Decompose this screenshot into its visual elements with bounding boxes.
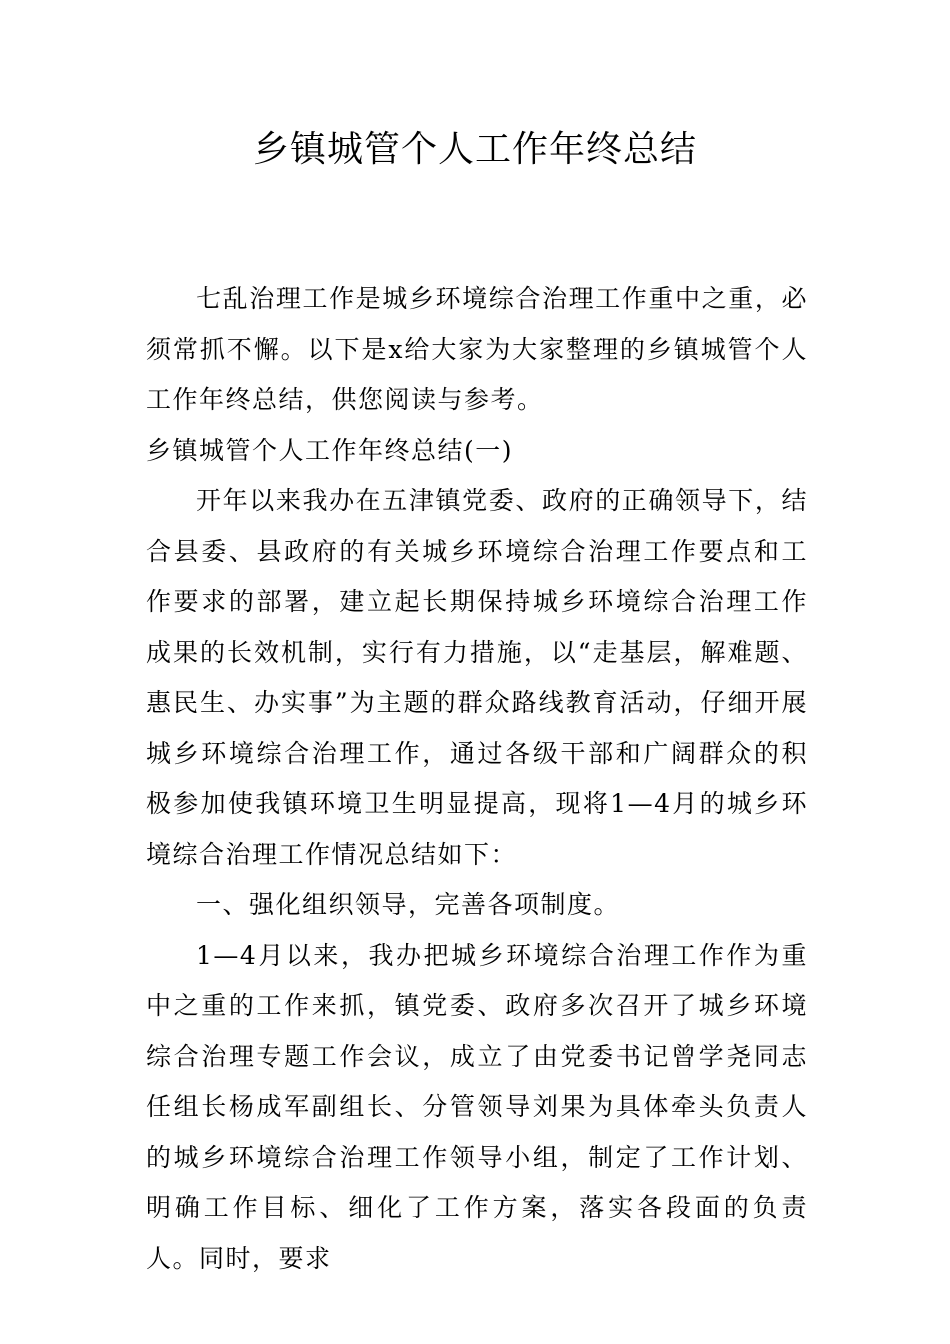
document-title: 乡镇城管个人工作年终总结 xyxy=(252,129,697,170)
document-body xyxy=(146,274,808,1284)
paragraph-organization: 1—4月以来，我办把城乡环境综合治理工作作为重中之重的工作来抓，镇党委、政府多次召开了城乡环境综合治理专题工作会议，成立了由党委书记曾学尧同志任组长杨成军副组长、分管领导刘果为具体牵头负责人的城乡环境综合治理工作领导小组，制定了工作计划、明确工作目标、细化了工作方案，落实各段面的负责人。同时，要求 xyxy=(146,940,808,1273)
paragraph-overview: 开年以来我办在五津镇党委、政府的正确领导下，结合县委、县政府的有关城乡环境综合治理工作要点和工作要求的部署，建立起长期保持城乡环境综合治理工作成果的长效机制，实行有力措施，以“走基层，解难题、惠民生、办实事”为主题的群众路线教育活动，仔细开展城乡环境综合治理工作，通过各级干部和广阔群众的积极参加使我镇环境卫生明显提高，现将1—4月的城乡环境综合治理工作情况总结如下： xyxy=(146,486,808,869)
section-heading: 乡镇城管个人工作年终总结(一) xyxy=(146,435,514,465)
subheading-one: 一、强化组织领导，完善各项制度。 xyxy=(196,890,621,919)
paragraph-intro: 七乱治理工作是城乡环境综合治理工作重中之重，必须常抓不懈。以下是x给大家为大家整理的乡镇城管个人工作年终总结，供您阅读与参考。 xyxy=(146,284,808,414)
